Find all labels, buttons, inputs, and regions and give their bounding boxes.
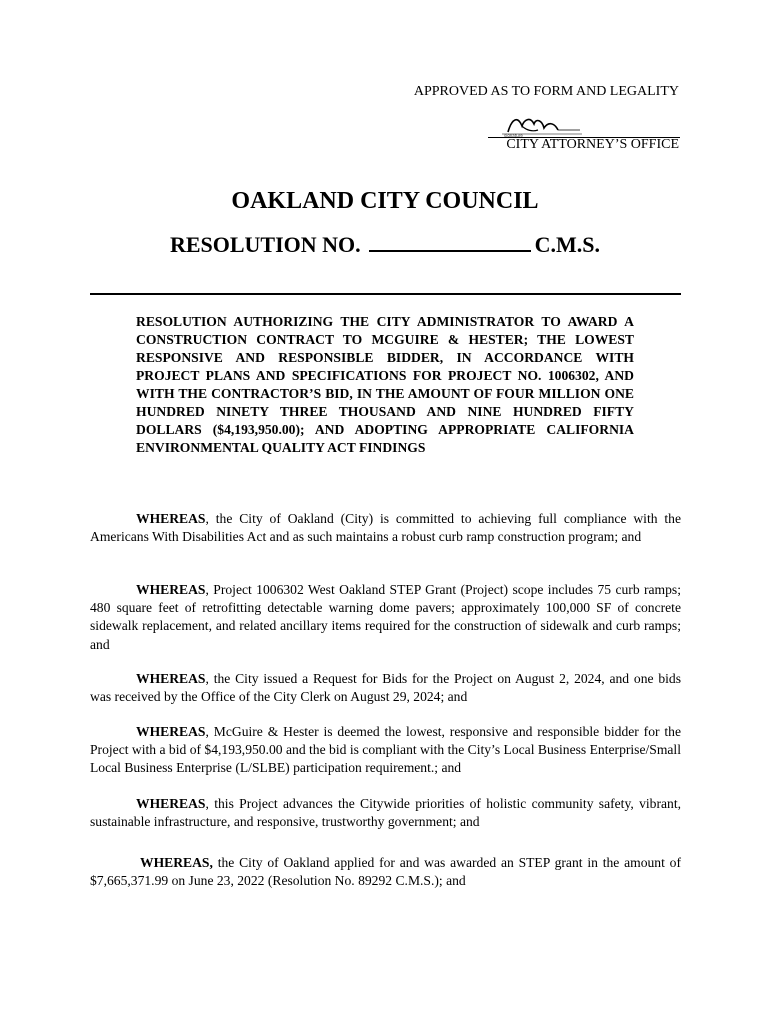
resolution-suffix: C.M.S.: [534, 232, 601, 257]
whereas-lead: WHEREAS,: [140, 855, 213, 870]
whereas-paragraph-2: [90, 581, 681, 654]
whereas-text: , this Project advances the Citywide priorities of holistic community safety, vibrant, sustainable infrastructure, and responsive, trustworthy government; and: [90, 796, 681, 830]
whereas-lead: WHEREAS: [136, 796, 206, 811]
whereas-paragraph-6: [90, 854, 681, 890]
whereas-paragraph-3: [90, 670, 681, 706]
whereas-paragraph-4: [90, 723, 681, 778]
whereas-paragraph-1: [90, 510, 681, 546]
whereas-lead: WHEREAS: [136, 511, 206, 526]
resolution-number-line: [0, 232, 770, 258]
whereas-text: , the City of Oakland (City) is committed to achieving full compliance with the Americans With Disabilities Act and as such maintains a robust curb ramp construction program; and: [90, 511, 681, 545]
whereas-text: , McGuire & Hester is deemed the lowest, responsive and responsible bidder for the Project with a bid of $4,193,950.00 and the bid is compliant with the City’s Local Business Enterprise/Small Local Business Enterprise (L/SLBE) participation requirement.; and: [90, 724, 681, 776]
resolution-title: RESOLUTION AUTHORIZING THE CITY ADMINISTRATOR TO AWARD A CONSTRUCTION CONTRACT TO MCGUIRE & HESTER; THE LOWEST RESPONSIVE AND RESPONSIBLE BIDDER, IN ACCORDANCE WITH PROJECT PLANS AND SPECIFICATIONS FOR PROJECT NO. 1006302, AND WITH THE CONTRACTOR’S BID, IN THE AMOUNT OF FOUR MILLION ONE HUNDRED NINETY THREE THOUSAND AND NINE HUNDRED FIFTY DOLLARS ($4,193,950.00); AND ADOPTING APPROPRIATE CALIFORNIA ENVIRONMENTAL QUALITY ACT FINDINGS: [136, 314, 634, 455]
resolution-prefix: RESOLUTION NO.: [169, 232, 361, 257]
whereas-text: , the City issued a Request for Bids for the Project on August 2, 2024, and one bids was received by the Office of the City Clerk on August 29, 2024; and: [90, 671, 681, 705]
council-heading: OAKLAND CITY COUNCIL: [231, 188, 539, 214]
approved-as-to-form: APPROVED AS TO FORM AND LEGALITY: [413, 84, 679, 99]
svg-text:signature: signature: [504, 133, 523, 138]
title-divider: [90, 293, 681, 295]
attorney-signature-icon: [498, 112, 680, 138]
whereas-text: the City of Oakland applied for and was awarded an STEP grant in the amount of $7,665,371.99 on June 23, 2022 (Resolution No. 89292 C.M.S.); and: [90, 855, 681, 889]
resolution-number-blank: [369, 232, 531, 252]
whereas-lead: WHEREAS: [136, 724, 206, 739]
whereas-text: , Project 1006302 West Oakland STEP Grant (Project) scope includes 75 curb ramps; 480 square feet of retrofitting detectable warning dome pavers; approximately 100,000 SF of concrete sidewalk replacement, and related ancillary items required for the construction of sidewalk and curb ramps; and: [90, 582, 681, 652]
whereas-paragraph-5: [90, 795, 681, 831]
city-attorney-office: CITY ATTORNEY’S OFFICE: [506, 137, 679, 152]
whereas-lead: WHEREAS: [136, 582, 206, 597]
whereas-lead: WHEREAS: [136, 671, 206, 686]
